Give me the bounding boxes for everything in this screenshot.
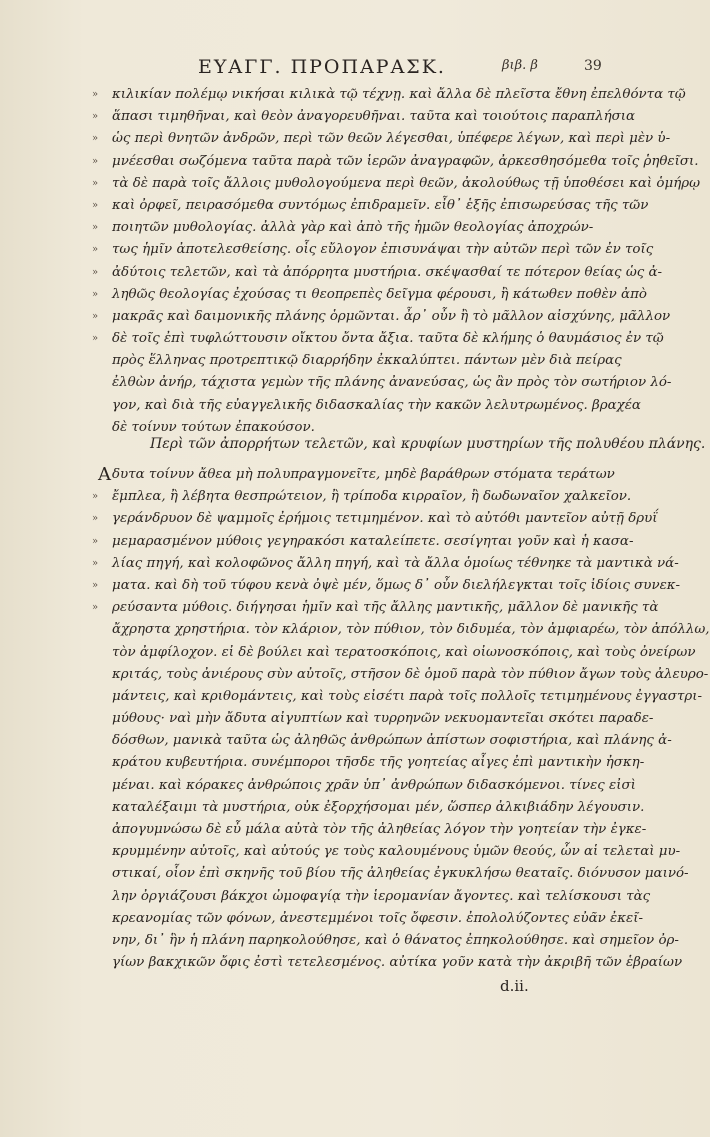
line-text: μάντεις, καὶ κριθομάντεις, καὶ τοὺς εἰσέτι παρὰ τοῖς πολλοῖς τετιμημένους ἐγγαστρι- — [112, 688, 703, 704]
line-text: μεμαρασμένον μύθοις γεγηρακόσι καταλείπετε. σεσίγηται γοῦν καὶ ἡ κασα- — [112, 533, 634, 549]
line-text: κριτάς, τοὺς ἀνιέρους σὺν αὐτοῖς, στῆσον δὲ ὁμοῦ παρὰ τὸν πύθιον ἄγων τοὺς ἀλευρο- — [112, 666, 709, 682]
text-line — [112, 350, 622, 372]
line-text: τως ἡμῖν ἀποτελεσθείσης. οἷς εὔλογον ἐπισυνάψαι τὴν αὐτῶν περὶ τῶν ἐν τοῖς — [112, 242, 654, 258]
text-line — [112, 841, 681, 863]
line-text: κρεανομίας τῶν φόνων, ἀνεστεμμένοι τοῖς ὄφεσιν. ἐπολολύζοντες εὐᾶν ἐκεῖ- — [112, 910, 643, 926]
text-line — [112, 797, 645, 819]
quotation-mark: » — [92, 557, 99, 569]
text-line — [92, 84, 686, 106]
line-text: καταλέξαιμι τὰ μυστήρια, οὐκ ἐξορχήσομαι μέν, ὥσπερ ἀλκιβιάδην λέγουσιν. — [112, 799, 645, 815]
quotation-mark: » — [92, 579, 99, 591]
text-line — [92, 508, 658, 530]
text-line — [92, 306, 671, 328]
quotation-mark: » — [92, 244, 99, 256]
page-header — [180, 56, 600, 82]
book-reference: βιβ. β — [502, 58, 538, 73]
text-line — [92, 128, 671, 150]
text-line — [92, 284, 647, 306]
text-line — [112, 886, 651, 908]
quotation-mark: » — [92, 288, 99, 300]
text-line — [112, 819, 647, 841]
text-line — [112, 619, 710, 641]
quotation-mark: » — [92, 491, 99, 503]
text-line — [92, 173, 701, 195]
text-line — [112, 930, 679, 952]
folio-number: 39 — [584, 58, 602, 74]
quotation-mark: » — [92, 266, 99, 278]
line-text: δὲ τοίνυν τούτων ἐπακούσον. — [112, 419, 315, 435]
text-line — [112, 395, 641, 417]
text-line — [112, 775, 636, 797]
text-line — [112, 372, 672, 394]
text-line — [92, 262, 663, 284]
section-heading: Περὶ τῶν ἀπορρήτων τελετῶν, καὶ κρυφίων μυστηρίων τῆς πολυθέου πλάνης. — [150, 436, 706, 452]
text-line — [112, 952, 683, 974]
text-line — [92, 239, 654, 261]
line-text: πρὸς ἕλληνας προτρεπτικῷ διαρρήδην ἐκκαλύπτει. πάντων μὲν διὰ πείρας — [112, 353, 622, 369]
line-text: ἄχρηστα χρηστήρια. τὸν κλάριον, τὸν πύθιον, τὸν διδυμέα, τὸν ἀμφιαρέω, τὸν ἀπόλλω, — [112, 622, 710, 638]
text-line — [92, 106, 636, 128]
line-text: ἅπασι τιμηθῆναι, καὶ θεὸν ἀναγορευθῆναι. ταῦτα καὶ τοιούτοις παραπλήσια — [112, 109, 636, 125]
line-text: μύθους· ναὶ μὴν ἄδυτα αἰγυπτίων καὶ τυρρηνῶν νεκυομαντεῖαι σκότει παραδε- — [112, 711, 654, 727]
text-line — [112, 708, 654, 730]
quotation-mark: » — [92, 513, 99, 525]
text-line — [92, 217, 594, 239]
line-text: στικαί, οἷον ἐπὶ σκηνῆς τοῦ βίου τῆς ἀληθείας ἐγκυκλήσω θεαταῖς. διόνυσον μαινό- — [112, 866, 689, 882]
drop-initial: Α — [98, 464, 111, 485]
quotation-mark: » — [92, 155, 99, 167]
line-text: γον, καὶ διὰ τῆς εὐαγγελικῆς διδασκαλίας τὴν κακῶν λελυτρωμένος. βραχέα — [112, 397, 641, 413]
line-text: δυτα τοίνυν ἄθεα μὴ πολυπραγμονεῖτε, μηδὲ βαράθρων στόματα τεράτων — [112, 467, 615, 482]
quotation-mark: » — [92, 333, 99, 345]
line-text: ἔμπλεα, ἢ λέβητα θεσπρώτειον, ἢ τρίποδα κιρραῖον, ἢ δωδωναῖον χαλκεῖον. — [112, 489, 632, 505]
line-text: γεράνδρυον δὲ ψαμμοῖς ἐρήμοις τετιμημένον. καὶ τὸ αὐτόθι μαντεῖον αὐτῇ δρυΐ — [112, 511, 658, 527]
text-line — [112, 686, 703, 708]
line-text: ρεύσαντα μύθοις. διήγησαι ἡμῖν καὶ τῆς ἄλλης μαντικῆς, μᾶλλον δὲ μανικῆς τὰ — [112, 600, 659, 616]
quotation-mark: » — [92, 133, 99, 145]
quotation-mark: » — [92, 222, 99, 234]
line-text: δόσθων, μανικὰ ταῦτα ὡς ἀληθῶς ἀνθρώπων ἀπίστων σοφιστήρια, καὶ πλάνης ἀ- — [112, 733, 672, 749]
line-text: ὡς περὶ θνητῶν ἀνδρῶν, περὶ τῶν θεῶν λέγεσθαι, ὑπέφερε λέγων, καὶ περὶ μὲν ὑ- — [112, 131, 671, 147]
line-text: λίας πηγή, καὶ κολοφῶνος ἄλλη πηγή, καὶ τὰ ἄλλα ὁμοίως τέθνηκε τὰ μαντικὰ νά- — [112, 555, 679, 571]
quotation-mark: » — [92, 89, 99, 100]
line-text: λην ὀργιάζουσι βάκχοι ὠμοφαγίᾳ τὴν ἱερομανίαν ἄγοντες. καὶ τελίσκουσι τὰς — [112, 888, 651, 904]
line-text: γίων βακχικῶν ὄφις ἐστὶ τετελεσμένος. αὐτίκα γοῦν κατὰ τὴν ἀκριβῆ τῶν ἑβραίων — [112, 955, 683, 971]
line-text: ἐλθὼν ἀνήρ, τάχιστα γεμὼν τῆς πλάνης ἀνανεύσας, ὡς ἂν πρὸς τὸν σωτήριον λό- — [112, 375, 672, 391]
text-line — [92, 486, 632, 508]
signature-mark: d.ii. — [500, 977, 529, 995]
line-text: ματα. καὶ δὴ τοῦ τύφου κενὰ ὀψὲ μέν, ὅμως δ᾽ οὖν διελήλεγκται τοῖς ἰδίοις συνεκ- — [112, 577, 681, 593]
text-block-2 — [92, 464, 710, 974]
quotation-mark: » — [92, 111, 99, 123]
line-text: νην, δι᾽ ἣν ἡ πλάνη παρηκολούθησε, καὶ ὁ θάνατος ἐπηκολούθησε. καὶ σημεῖον ὀρ- — [112, 932, 679, 948]
text-line — [92, 195, 649, 217]
text-line — [112, 730, 672, 752]
text-block-1 — [92, 84, 701, 439]
line-text: τὸν ἀμφίλοχον. εἰ δὲ βούλει καὶ τερατοσκόποις, καὶ οἰωνοσκόποις, καὶ τοὺς ὀνείρων — [112, 644, 696, 660]
text-line — [92, 553, 679, 575]
text-line — [92, 328, 664, 350]
line-text: ἀδύτοις τελετῶν, καὶ τὰ ἀπόρρητα μυστήρια. σκέψασθαί τε πότερον θείας ὡς ἀ- — [112, 264, 663, 280]
text-line — [92, 531, 634, 553]
line-text: καὶ ὀρφεῖ, πειρασόμεθα συντόμως ἐπιδραμεῖν. εἶθ᾽ ἑξῆς ἐπισωρεύσας τῆς τῶν — [112, 197, 649, 213]
line-text: δὲ τοῖς ἐπὶ τυφλώττουσιν οἴκτου ὄντα ἄξια. ταῦτα δὲ κλήμης ὁ θαυμάσιος ἐν τῷ — [112, 331, 664, 347]
quotation-mark: » — [92, 602, 99, 614]
text-line — [112, 642, 696, 664]
text-line — [92, 597, 659, 619]
quotation-mark: » — [92, 310, 99, 322]
line-text: κρυμμένην αὐτοῖς, καὶ αὐτούς γε τοὺς καλουμένους ὑμῶν θεούς, ὧν αἱ τελεταὶ μυ- — [112, 844, 681, 860]
text-line — [112, 464, 615, 486]
line-text: ἀπογυμνώσω δὲ εὖ μάλα αὐτὰ τὸν τῆς ἀληθείας λόγον τὴν γοητείαν τὴν ἐγκε- — [112, 822, 647, 837]
quotation-mark: » — [92, 535, 99, 547]
line-text: τὰ δὲ παρὰ τοῖς ἄλλοις μυθολογούμενα περὶ θεῶν, ἀκολούθως τῇ ὑποθέσει καὶ ὁμήρῳ — [112, 175, 701, 191]
text-line — [92, 151, 699, 173]
text-line — [112, 863, 689, 885]
line-text: μακρᾶς καὶ δαιμονικῆς πλάνης ὁρμῶνται. ἆρ᾽ οὖν ἢ τὸ μᾶλλον αἰσχύνης, μᾶλλον — [112, 308, 671, 324]
line-text: ληθῶς θεολογίας ἐχούσας τι θεοπρεπὲς δεῖγμα φέρουσι, ἢ κάτωθεν ποθὲν ἀπὸ — [112, 286, 647, 302]
text-line — [92, 575, 681, 597]
line-text: ποιητῶν μυθολογίας. ἀλλὰ γὰρ καὶ ἀπὸ τῆς ἡμῶν θεολογίας ἀποχρών- — [112, 220, 594, 236]
running-title: ΕΥΑΓΓ. ΠΡΟΠΑΡΑΣΚ. — [198, 56, 446, 78]
line-text: κιλικίαν πολέμῳ νικήσαι κιλικὰ τῷ τέχνῃ. καὶ ἄλλα δὲ πλεῖστα ἔθνη ἐπελθόντα τῷ — [112, 87, 686, 102]
text-line — [112, 752, 645, 774]
quotation-mark: » — [92, 199, 99, 211]
quotation-mark: » — [92, 177, 99, 189]
line-text: κράτου κυβευτήρια. συνέμποροι τῆσδε τῆς γοητείας αἶγες ἐπὶ μαντικὴν ἠσκη- — [112, 755, 645, 771]
text-line — [112, 908, 643, 930]
line-text: μνέεσθαι σωζόμενα ταῦτα παρὰ τῶν ἱερῶν ἀναγραφῶν, ἀρκεσθησόμεθα τοῖς ῥηθεῖσι. — [112, 153, 699, 169]
text-line — [112, 664, 709, 686]
line-text: μέναι. καὶ κόρακες ἀνθρώποις χρᾶν ὑπ᾽ ἀνθρώπων διδασκόμενοι. τίνες εἰσὶ — [112, 777, 636, 793]
